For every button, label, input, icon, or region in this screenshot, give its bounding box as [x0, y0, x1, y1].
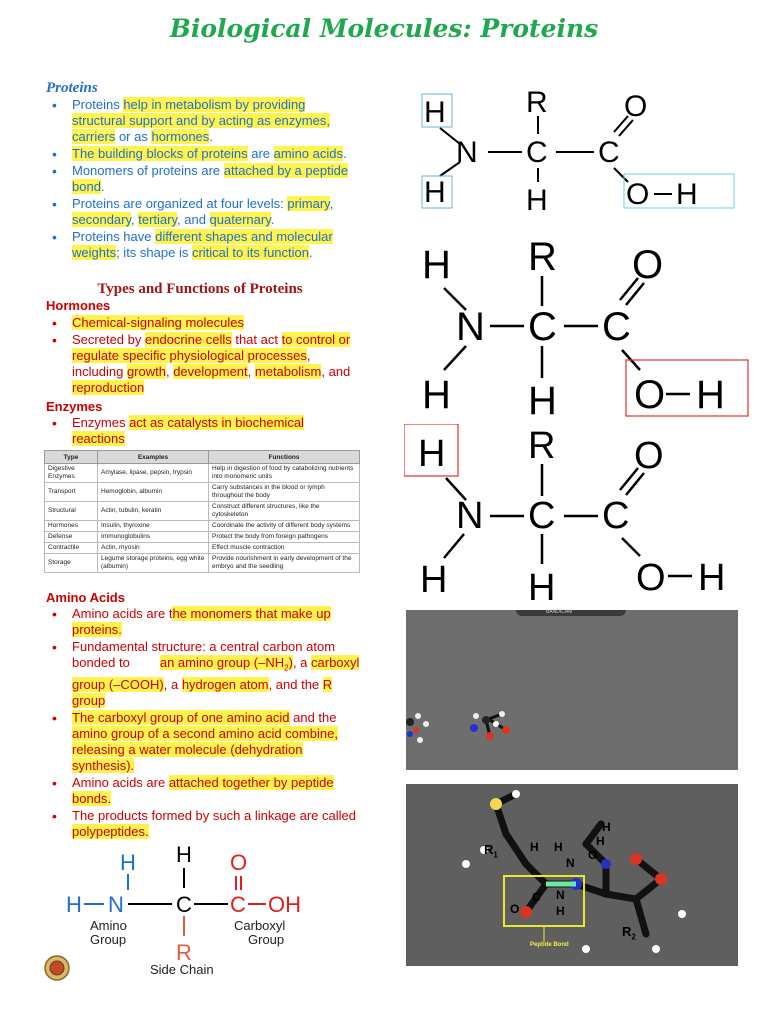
mol3-c: C	[528, 495, 556, 537]
list-item: • The building blocks of proteins are amino acids.	[40, 146, 360, 162]
mol1-r: R	[526, 86, 548, 119]
enzymes-heading: Enzymes	[46, 399, 103, 414]
proteins-list	[40, 97, 360, 262]
mol1-h-top: H	[424, 96, 446, 129]
table-cell: Digestive Enzymes	[45, 464, 98, 483]
atom-n-2: N	[556, 888, 565, 902]
diagram-oh: OH	[268, 892, 301, 917]
mol1-n: N	[456, 136, 478, 169]
table-cell: Provide nourishment in early development of the embryo and the seedling	[209, 554, 360, 573]
table-row	[45, 483, 360, 502]
mol3-oh-h: H	[698, 557, 726, 599]
list-item: • Amino acids are the monomers that make up proteins.	[40, 606, 365, 638]
table-row	[45, 502, 360, 521]
mol3-h-top: H	[418, 433, 446, 475]
mol3-n: N	[456, 495, 484, 537]
atom-c: C	[532, 890, 541, 904]
atom-h-3: H	[596, 834, 605, 848]
amino-acid-structure-3	[404, 424, 760, 604]
table-cell: Legume storage proteins, egg white (albumin)	[98, 554, 209, 573]
list-item: • The products formed by such a linkage are called polypeptides.	[40, 808, 365, 840]
mol2-c-carboxyl: C	[602, 305, 631, 349]
atom-n-1: N	[566, 856, 575, 870]
atom-h-1: H	[530, 840, 539, 854]
mol2-c: C	[528, 305, 557, 349]
mol1-h-alpha: H	[526, 184, 548, 217]
amino-label-2: Group	[90, 932, 127, 947]
hormones-list	[40, 315, 365, 397]
table-row	[45, 543, 360, 554]
table-cell: Coordinate the activity of different body systems	[209, 521, 360, 532]
mol2-o: O	[632, 243, 664, 287]
table-cell: Actin, tubulin, keratin	[98, 502, 209, 521]
table-cell: Immunoglobulins	[98, 532, 209, 543]
diagram-n: N	[108, 892, 124, 917]
protein-types-table	[44, 450, 360, 573]
atom-h-2: H	[554, 840, 563, 854]
table-cell: Construct different structures, like the cytoskeleton	[209, 502, 360, 521]
table-cell: Help in digestion of food by catabolizing nutrients into monomeric units	[209, 464, 360, 483]
mol1-oh-o: O	[626, 178, 650, 211]
list-item: • Secreted by endocrine cells that act to control or regulate specific physiological processes, including growth, development, metabolism, and reproduction	[40, 332, 365, 396]
recorder-banner: BANDICAM	[516, 610, 626, 616]
mol1-o: O	[624, 90, 648, 123]
school-seal-icon	[44, 955, 70, 981]
peptide-bond-label: Peptide Bond	[530, 942, 569, 948]
table-cell: Carry substances in the blood or lymph throughout the body	[209, 483, 360, 502]
table-cell: Contractile	[45, 543, 98, 554]
list-item: • Fundamental structure: a central carbon atom bonded to an amino group $(-NH_2)$, a carboxyl group (–COOH), a hydrogen atom, and the R group	[40, 639, 365, 709]
list-item: • Monomers of proteins are attached by a peptide bond.	[40, 163, 360, 195]
amino-heading: Amino Acids	[46, 590, 125, 605]
amino-acid-diagram	[60, 840, 360, 980]
list-item: • Proteins have different shapes and molecular weights; its shape is critical to its function.	[40, 229, 360, 261]
mol1-h-bottom: H	[424, 176, 446, 209]
list-item: • Proteins are organized at four levels: primary, secondary, tertiary, and quaternary.	[40, 196, 360, 228]
mol2-h-bottom: H	[422, 373, 451, 417]
table-cell: Insulin, thyroxine	[98, 521, 209, 532]
list-item: • Proteins help in metabolism by providing structural support and by acting as enzymes, carriers or as hormones.	[40, 97, 360, 145]
mol2-h-top: H	[422, 243, 451, 287]
diagram-h-alpha: H	[176, 842, 192, 867]
mol2-h-alpha: H	[528, 379, 557, 422]
mol3-r: R	[528, 425, 556, 467]
mol3-o: O	[634, 435, 664, 477]
mol1-c-carboxyl: C	[598, 136, 620, 169]
peptide-bond-render	[406, 784, 738, 966]
list-item: • Chemical-signaling molecules	[40, 315, 365, 331]
diagram-c: C	[176, 892, 192, 917]
carboxyl-label-2: Group	[248, 932, 285, 947]
mol1-c: C	[526, 136, 548, 169]
table-header: Examples	[98, 451, 209, 464]
table-cell: Amylase, lipase, pepsin, trypsin	[98, 464, 209, 483]
mol2-oh-h: H	[696, 373, 725, 417]
table-row	[45, 464, 360, 483]
table-cell: Defense	[45, 532, 98, 543]
mol3-h-alpha: H	[528, 567, 556, 604]
types-heading: Types and Functions of Proteins	[97, 281, 303, 297]
diagram-o: O	[230, 850, 248, 875]
atom-h-4: H	[556, 904, 565, 918]
diagram-h-left: H	[66, 892, 82, 917]
table-header: Type	[45, 451, 98, 464]
table-cell: Protect the body from foreign pathogens	[209, 532, 360, 543]
list-item: • Enzymes act as catalysts in biochemical reactions	[40, 415, 340, 447]
mol1-oh-h: H	[676, 178, 698, 211]
atom-o-2: O	[588, 848, 598, 862]
mol2-n: N	[456, 305, 485, 349]
mol2-oh-o: O	[634, 373, 666, 417]
amino-acid-structure-2	[410, 228, 760, 422]
diagram-h-top: H	[120, 850, 136, 875]
table-cell: Structural	[45, 502, 98, 521]
table-row	[45, 521, 360, 532]
molecule-render-1	[406, 610, 738, 770]
mol3-h-bottom: H	[420, 559, 448, 601]
mol2-r: R	[528, 235, 557, 279]
r1-label: $R_1$	[484, 842, 498, 860]
carboxyl-label-1: Carboxyl	[234, 918, 286, 933]
amino-acid-structure-1	[410, 86, 750, 218]
list-item: • Amino acids are attached together by peptide bonds.	[40, 775, 365, 807]
table-row	[45, 554, 360, 573]
hormones-heading: Hormones	[46, 298, 111, 313]
page-title: Biological Molecules: Proteins	[169, 14, 599, 43]
table-cell: Storage	[45, 554, 98, 573]
table-cell: Actin, myosin	[98, 543, 209, 554]
mol3-c-carboxyl: C	[602, 495, 630, 537]
atom-h-5: H	[602, 820, 611, 834]
table-cell: Hormones	[45, 521, 98, 532]
table-cell: Effect muscle contraction	[209, 543, 360, 554]
enzymes-list	[40, 415, 340, 448]
r2-label: $R_2$	[622, 924, 636, 942]
diagram-c-carboxyl: C	[230, 892, 246, 917]
amino-list	[40, 606, 365, 841]
side-chain-label: Side Chain	[150, 962, 214, 977]
mol3-oh-o: O	[636, 557, 666, 599]
amino-label-1: Amino	[90, 918, 127, 933]
table-cell: Transport	[45, 483, 98, 502]
table-row	[45, 532, 360, 543]
molecule-model-icon	[406, 700, 526, 760]
atom-o-1: O	[510, 902, 520, 916]
list-item: • The carboxyl group of one amino acid and the amino group of a second amino acid combine, releasing a water molecule (dehydration synthesis).	[40, 710, 365, 774]
table-header: Functions	[209, 451, 360, 464]
table-cell: Hemoglobin, albumin	[98, 483, 209, 502]
proteins-heading: Proteins	[46, 80, 98, 96]
peptide-model-icon	[406, 784, 738, 966]
diagram-r: R	[176, 940, 192, 965]
